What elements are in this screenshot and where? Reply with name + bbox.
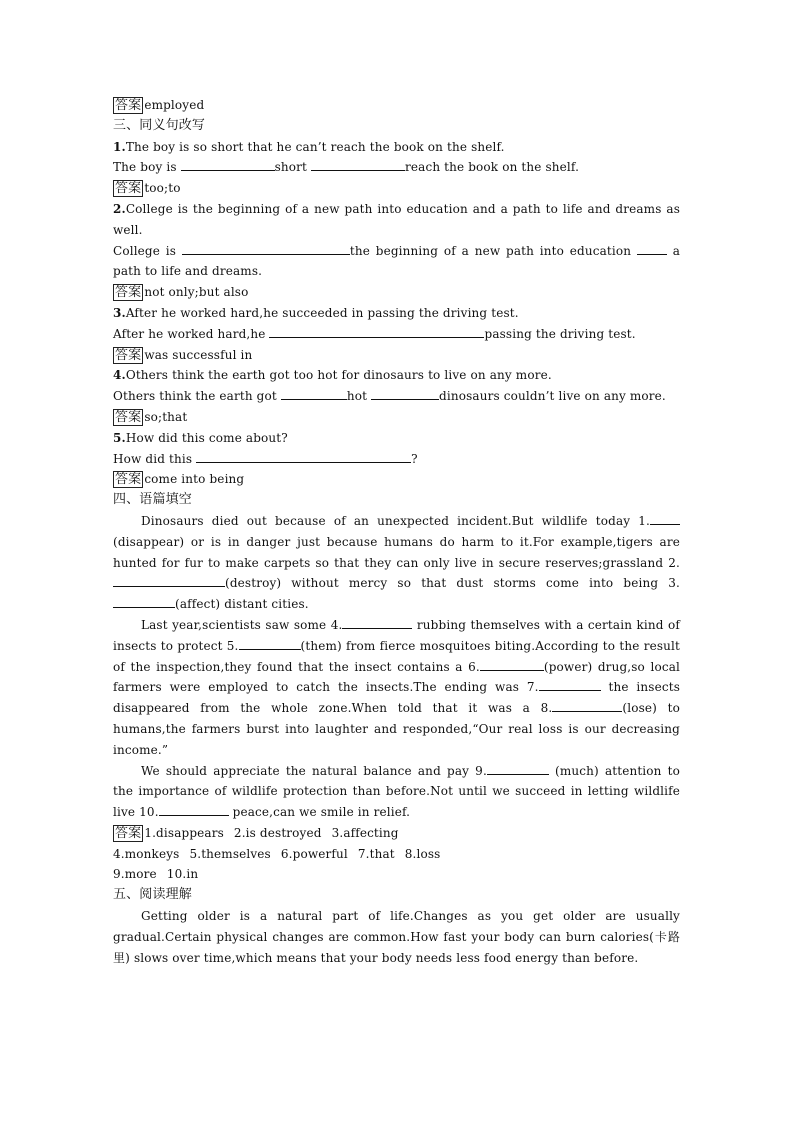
- rewrite-text: hot: [346, 389, 372, 404]
- question-text: College is the beginning of a new path into education and a path to life and dreams as well.: [113, 201, 680, 237]
- blank[interactable]: [182, 241, 350, 255]
- blank[interactable]: [371, 386, 439, 400]
- rewrite-text: College is: [113, 243, 182, 258]
- passage-text: rubbing themselves with a certain kind of insects to protect 5.: [113, 617, 680, 653]
- blank[interactable]: [181, 157, 275, 171]
- answer-item: 3.affecting: [331, 825, 399, 840]
- answer-badge: 答案: [115, 181, 142, 197]
- rewrite-text: dinosaurs couldn’t live on any more.: [439, 389, 666, 404]
- blank-4[interactable]: [342, 615, 412, 629]
- section-heading: 三、同义句改写: [113, 117, 206, 133]
- blank[interactable]: [281, 386, 347, 400]
- passage-text: (lose) to humans,the farmers burst into laughter and responded,“Our real loss is our decreasing income.”: [113, 701, 680, 757]
- answer-badge: 答案: [115, 285, 142, 301]
- rewrite-text: Others think the earth got: [113, 389, 281, 404]
- answer-line: [113, 407, 680, 428]
- blank-3[interactable]: [113, 594, 175, 608]
- answer-badge: 答案: [115, 347, 142, 363]
- rewrite-text: passing the driving test.: [484, 326, 636, 341]
- question-text: Others think the earth got too hot for dinosaurs to live on any more.: [125, 368, 552, 383]
- question-number: 2.: [113, 201, 126, 216]
- blank-2[interactable]: [113, 573, 225, 587]
- section-heading: 四、语篇填空: [113, 492, 192, 508]
- document-page: [113, 95, 680, 968]
- blank[interactable]: [269, 324, 484, 338]
- question-2: [113, 199, 680, 241]
- answer-text: so;that: [144, 409, 188, 424]
- answer-text: employed: [144, 98, 205, 112]
- answer-text: too;to: [144, 181, 181, 196]
- answer-item: 7.that: [357, 846, 395, 861]
- blank-8[interactable]: [552, 698, 622, 712]
- rewrite-line-4: [113, 386, 680, 407]
- blank-1[interactable]: [650, 511, 680, 525]
- rewrite-text: The boy is: [113, 160, 181, 175]
- question-number: 4.: [113, 368, 126, 383]
- answer-badge: 答案: [115, 825, 142, 841]
- answer-item: 9.more: [113, 867, 157, 882]
- question-1: [113, 137, 680, 158]
- rewrite-line-2: [113, 241, 680, 283]
- answer-item: 4.monkeys: [113, 846, 180, 861]
- question-4: [113, 365, 680, 386]
- rewrite-text: a path to life and dreams.: [113, 243, 680, 279]
- answer-badge: 答案: [115, 409, 142, 425]
- rewrite-line-5: [113, 449, 680, 470]
- passage-text: We should appreciate the natural balance and pay 9.: [141, 763, 487, 778]
- answer-line: [113, 469, 680, 490]
- passage-text: the insects disappeared from the whole zone.When told that it was a 8.: [113, 680, 680, 716]
- question-text: After he worked hard,he succeeded in passing the driving test.: [125, 305, 519, 320]
- blank[interactable]: [637, 241, 667, 255]
- answer-line: [113, 282, 680, 303]
- passage-text: (them) from fierce mosquitoes biting.According to the result of the inspection,they found that the insect contains a 6.: [113, 638, 680, 674]
- answer-line: [113, 864, 680, 885]
- passage-text: peace,can we smile in relief.: [228, 805, 411, 820]
- rewrite-text: short: [274, 160, 311, 175]
- answer-item: 6.powerful: [280, 846, 348, 861]
- answer-item: 1.disappears: [144, 825, 224, 840]
- reading-paragraph: Getting older is a natural part of life.Changes as you get older are usually gradual.Certain physical changes are common.How fast your body can burn calories(卡路里) slows over time,which means that your body needs less food energy than before.: [113, 909, 680, 965]
- passage-text: (much) attention to the importance of wildlife protection than before.Not until we succeed in letting wildlife live 10.: [113, 763, 680, 820]
- passage-paragraph-3: [113, 761, 680, 823]
- blank-10[interactable]: [159, 802, 229, 816]
- answer-badge: 答案: [115, 98, 142, 113]
- question-number: 1.: [113, 139, 126, 154]
- blank-5[interactable]: [239, 636, 301, 650]
- rewrite-text: reach the book on the shelf.: [405, 160, 580, 175]
- question-text: The boy is so short that he can’t reach the book on the shelf.: [125, 139, 505, 154]
- answer-line: [113, 178, 680, 199]
- question-number: 3.: [113, 305, 126, 320]
- passage-text: (affect) distant cities.: [175, 597, 309, 612]
- passage-paragraph-2: [113, 615, 680, 761]
- rewrite-text: How did this: [113, 451, 197, 466]
- answer-line: [113, 844, 680, 865]
- blank[interactable]: [311, 157, 405, 171]
- answer-text: come into being: [144, 472, 245, 487]
- answer-line: [113, 95, 680, 116]
- passage-text: (destroy) without mercy so that dust storms come into being 3.: [225, 576, 680, 591]
- rewrite-text: After he worked hard,he: [113, 326, 270, 341]
- answer-item: 2.is destroyed: [233, 825, 322, 840]
- passage-text: Last year,scientists saw some 4.: [141, 617, 343, 632]
- passage-text: Dinosaurs died out because of an unexpected incident.But wildlife today 1.: [141, 513, 650, 528]
- rewrite-line-1: [113, 157, 680, 178]
- answer-text: not only;but also: [144, 285, 249, 300]
- answer-item: 8.loss: [404, 846, 441, 861]
- question-5: [113, 428, 680, 449]
- question-text: How did this come about?: [125, 430, 288, 445]
- answer-badge: 答案: [115, 472, 142, 488]
- answer-line: [113, 345, 680, 366]
- section-heading: 五、阅读理解: [113, 887, 192, 903]
- question-3: [113, 303, 680, 324]
- question-number: 5.: [113, 430, 126, 445]
- blank-6[interactable]: [480, 657, 544, 671]
- blank-7[interactable]: [539, 677, 601, 691]
- blank[interactable]: [196, 449, 411, 463]
- rewrite-text: ?: [411, 451, 418, 466]
- rewrite-line-3: [113, 324, 680, 345]
- answer-item: 5.themselves: [189, 846, 271, 861]
- answer-item: 10.in: [166, 867, 199, 882]
- passage-text: (power) drug,so local farmers were employed to catch the insects.The ending was 7.: [113, 659, 680, 695]
- rewrite-text: the beginning of a new path into education: [349, 243, 637, 258]
- answer-text: was successful in: [144, 347, 253, 362]
- blank-9[interactable]: [487, 761, 549, 775]
- answer-line: [113, 823, 680, 844]
- passage-paragraph-1: [113, 511, 680, 615]
- passage-text: (disappear) or is in danger just because humans do harm to it.For example,tigers are hunted for fur to make carpets so that they can only live in secure reserves;grassland 2.: [113, 534, 680, 570]
